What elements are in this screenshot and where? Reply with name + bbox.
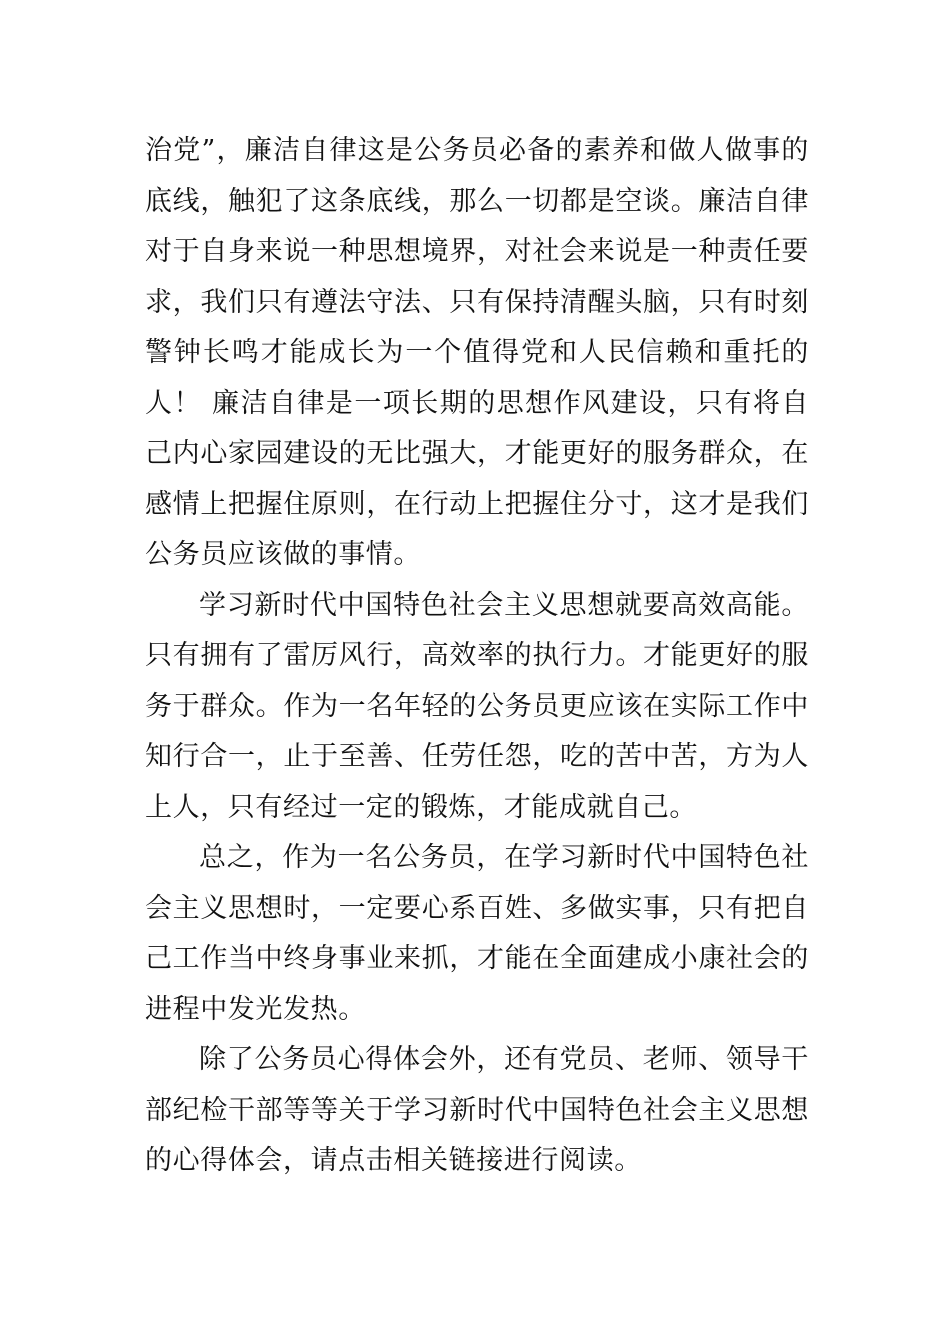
paragraph-1: 治党”，廉洁自律这是公务员必备的素养和做人做事的底线，触犯了这条底线，那么一切都是空谈。廉洁自律对于自身来说一种思想境界，对社会来说是一种责任要求，我们只有遵法守法、只有保持清醒头脑，只有时刻警钟长鸣才能成长为一个值得党和人民信赖和重托的人！ 廉洁自律是一项长期的思想作风建设，只有将自己内心家园建设的无比强大，才能更好的服务群众，在感情上把握住原则，在行动上把握住分寸，这才是我们公务员应该做的事情。	[145, 135, 809, 570]
paragraph-4: 除了公务员心得体会外，还有党员、老师、领导干部纪检干部等等关于学习新时代中国特色社会主义思想的心得体会，请点击相关链接进行阅读。	[145, 1044, 809, 1176]
paragraph-3: 总之，作为一名公务员，在学习新时代中国特色社会主义思想时，一定要心系百姓、多做实事，只有把自己工作当中终身事业来抓，才能在全面建成小康社会的进程中发光发热。	[145, 842, 809, 1025]
document-body	[145, 126, 809, 1187]
paragraph-2: 学习新时代中国特色社会主义思想就要高效高能。只有拥有了雷厉风行，高效率的执行力。才能更好的服务于群众。作为一名年轻的公务员更应该在实际工作中知行合一，止于至善、任劳任怨，吃的苦中苦，方为人上人，只有经过一定的锻炼，才能成就自己。	[145, 589, 809, 823]
